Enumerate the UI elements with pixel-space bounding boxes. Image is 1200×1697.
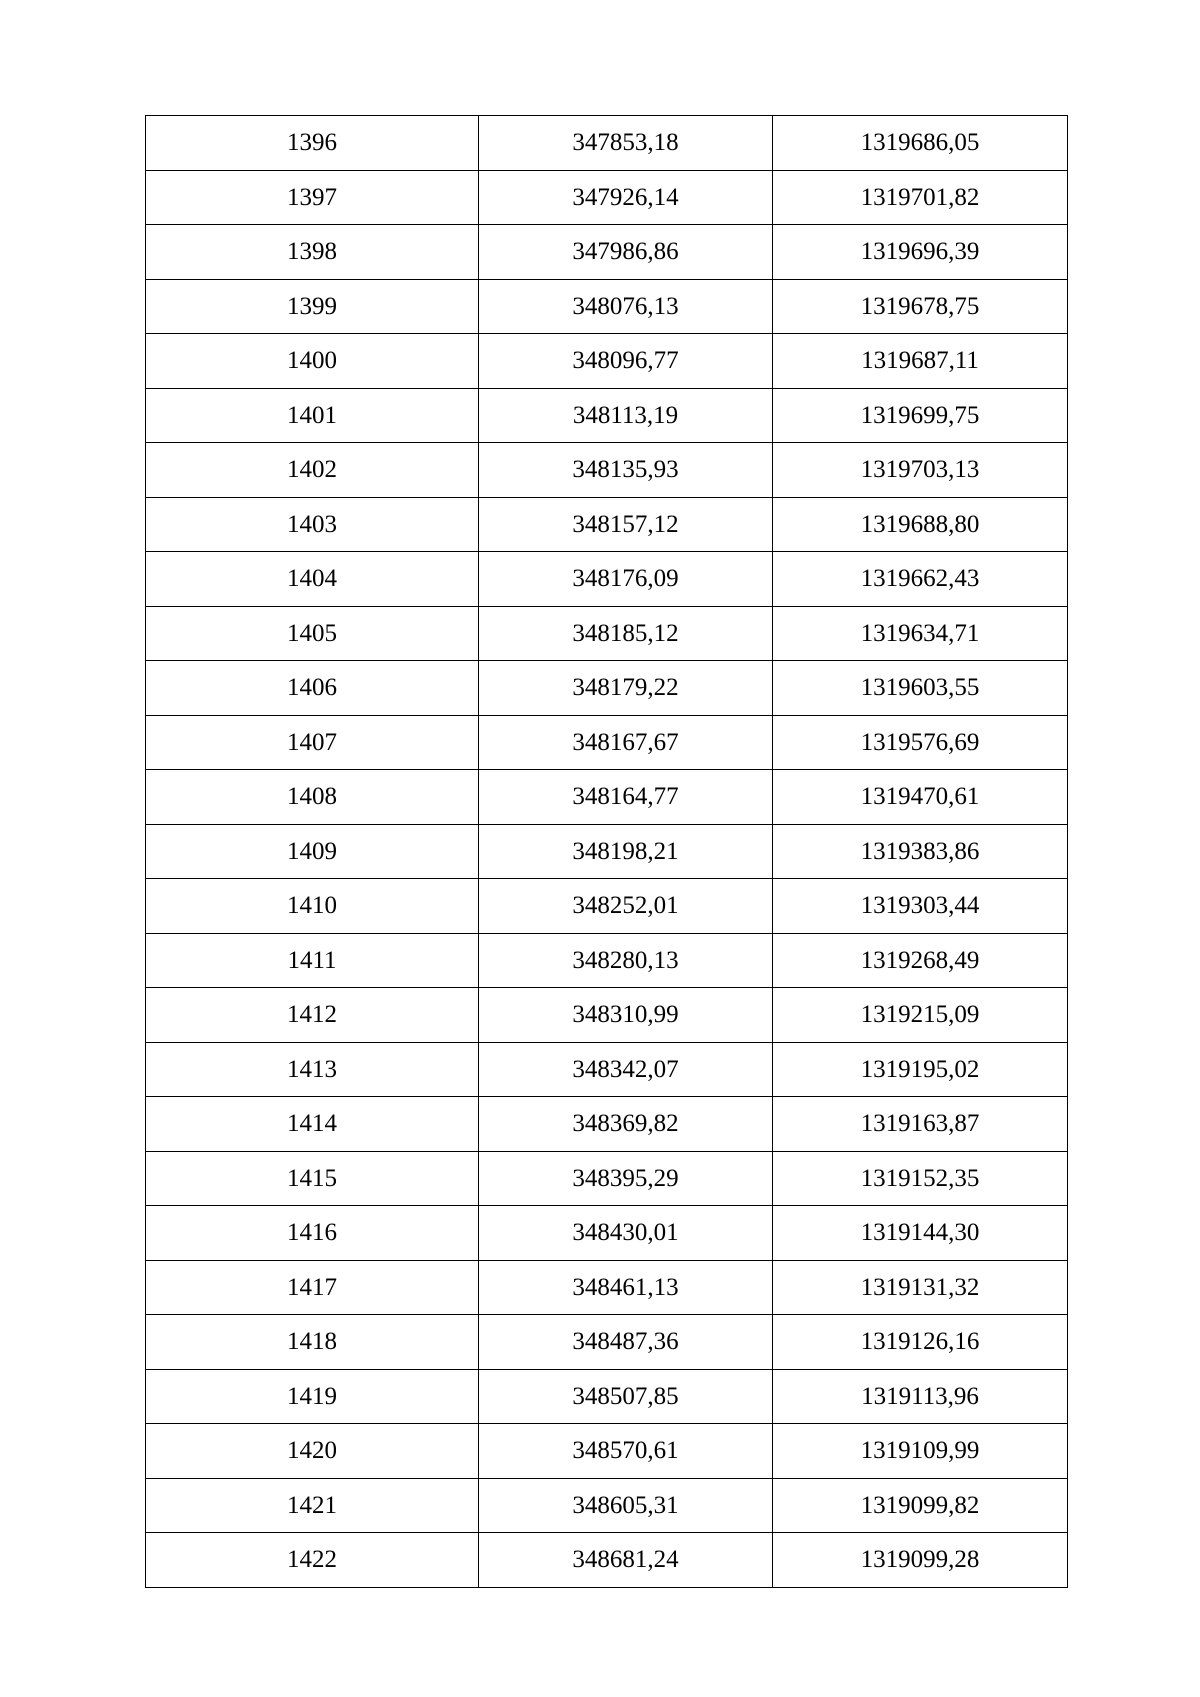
coordinates-table — [145, 115, 1068, 1588]
x-coordinate-cell: 348342,07 — [479, 1042, 773, 1097]
table-row — [146, 1042, 1068, 1097]
table-row — [146, 1151, 1068, 1206]
point-number-cell: 1418 — [146, 1315, 479, 1370]
x-coordinate-cell: 348185,12 — [479, 606, 773, 661]
y-coordinate-cell: 1319634,71 — [773, 606, 1068, 661]
y-coordinate-cell: 1319113,96 — [773, 1369, 1068, 1424]
table-row — [146, 334, 1068, 389]
x-coordinate-cell: 348487,36 — [479, 1315, 773, 1370]
point-number-cell: 1404 — [146, 552, 479, 607]
table-row — [146, 933, 1068, 988]
table-row — [146, 988, 1068, 1043]
point-number-cell: 1413 — [146, 1042, 479, 1097]
y-coordinate-cell: 1319268,49 — [773, 933, 1068, 988]
y-coordinate-cell: 1319152,35 — [773, 1151, 1068, 1206]
x-coordinate-cell: 348096,77 — [479, 334, 773, 389]
y-coordinate-cell: 1319195,02 — [773, 1042, 1068, 1097]
y-coordinate-cell: 1319603,55 — [773, 661, 1068, 716]
point-number-cell: 1407 — [146, 715, 479, 770]
table-row — [146, 279, 1068, 334]
y-coordinate-cell: 1319662,43 — [773, 552, 1068, 607]
point-number-cell: 1408 — [146, 770, 479, 825]
x-coordinate-cell: 347986,86 — [479, 225, 773, 280]
x-coordinate-cell: 348176,09 — [479, 552, 773, 607]
y-coordinate-cell: 1319109,99 — [773, 1424, 1068, 1479]
point-number-cell: 1400 — [146, 334, 479, 389]
coordinates-table-body — [146, 116, 1068, 1588]
y-coordinate-cell: 1319126,16 — [773, 1315, 1068, 1370]
y-coordinate-cell: 1319215,09 — [773, 988, 1068, 1043]
x-coordinate-cell: 348164,77 — [479, 770, 773, 825]
point-number-cell: 1403 — [146, 497, 479, 552]
x-coordinate-cell: 348076,13 — [479, 279, 773, 334]
table-row — [146, 497, 1068, 552]
x-coordinate-cell: 348461,13 — [479, 1260, 773, 1315]
table-row — [146, 1206, 1068, 1261]
x-coordinate-cell: 347853,18 — [479, 116, 773, 171]
point-number-cell: 1397 — [146, 170, 479, 225]
point-number-cell: 1412 — [146, 988, 479, 1043]
x-coordinate-cell: 348135,93 — [479, 443, 773, 498]
table-row — [146, 824, 1068, 879]
y-coordinate-cell: 1319699,75 — [773, 388, 1068, 443]
table-row — [146, 879, 1068, 934]
point-number-cell: 1398 — [146, 225, 479, 280]
y-coordinate-cell: 1319470,61 — [773, 770, 1068, 825]
point-number-cell: 1422 — [146, 1533, 479, 1588]
y-coordinate-cell: 1319383,86 — [773, 824, 1068, 879]
x-coordinate-cell: 348198,21 — [479, 824, 773, 879]
x-coordinate-cell: 348310,99 — [479, 988, 773, 1043]
x-coordinate-cell: 348681,24 — [479, 1533, 773, 1588]
table-row — [146, 770, 1068, 825]
point-number-cell: 1411 — [146, 933, 479, 988]
table-row — [146, 170, 1068, 225]
y-coordinate-cell: 1319687,11 — [773, 334, 1068, 389]
table-row — [146, 1369, 1068, 1424]
table-row — [146, 606, 1068, 661]
y-coordinate-cell: 1319678,75 — [773, 279, 1068, 334]
y-coordinate-cell: 1319688,80 — [773, 497, 1068, 552]
point-number-cell: 1399 — [146, 279, 479, 334]
table-row — [146, 443, 1068, 498]
y-coordinate-cell: 1319131,32 — [773, 1260, 1068, 1315]
x-coordinate-cell: 348430,01 — [479, 1206, 773, 1261]
x-coordinate-cell: 348157,12 — [479, 497, 773, 552]
point-number-cell: 1415 — [146, 1151, 479, 1206]
x-coordinate-cell: 347926,14 — [479, 170, 773, 225]
point-number-cell: 1410 — [146, 879, 479, 934]
point-number-cell: 1405 — [146, 606, 479, 661]
table-row — [146, 1315, 1068, 1370]
x-coordinate-cell: 348395,29 — [479, 1151, 773, 1206]
y-coordinate-cell: 1319144,30 — [773, 1206, 1068, 1261]
x-coordinate-cell: 348252,01 — [479, 879, 773, 934]
y-coordinate-cell: 1319163,87 — [773, 1097, 1068, 1152]
table-row — [146, 661, 1068, 716]
x-coordinate-cell: 348113,19 — [479, 388, 773, 443]
table-row — [146, 1260, 1068, 1315]
table-row — [146, 116, 1068, 171]
table-row — [146, 1533, 1068, 1588]
y-coordinate-cell: 1319099,28 — [773, 1533, 1068, 1588]
y-coordinate-cell: 1319686,05 — [773, 116, 1068, 171]
point-number-cell: 1409 — [146, 824, 479, 879]
y-coordinate-cell: 1319703,13 — [773, 443, 1068, 498]
x-coordinate-cell: 348369,82 — [479, 1097, 773, 1152]
y-coordinate-cell: 1319701,82 — [773, 170, 1068, 225]
table-row — [146, 1097, 1068, 1152]
table-row — [146, 715, 1068, 770]
point-number-cell: 1416 — [146, 1206, 479, 1261]
point-number-cell: 1402 — [146, 443, 479, 498]
table-row — [146, 1424, 1068, 1479]
point-number-cell: 1396 — [146, 116, 479, 171]
point-number-cell: 1414 — [146, 1097, 479, 1152]
y-coordinate-cell: 1319696,39 — [773, 225, 1068, 280]
point-number-cell: 1401 — [146, 388, 479, 443]
y-coordinate-cell: 1319303,44 — [773, 879, 1068, 934]
x-coordinate-cell: 348280,13 — [479, 933, 773, 988]
point-number-cell: 1421 — [146, 1478, 479, 1533]
x-coordinate-cell: 348507,85 — [479, 1369, 773, 1424]
point-number-cell: 1406 — [146, 661, 479, 716]
table-row — [146, 552, 1068, 607]
x-coordinate-cell: 348179,22 — [479, 661, 773, 716]
table-row — [146, 388, 1068, 443]
y-coordinate-cell: 1319099,82 — [773, 1478, 1068, 1533]
x-coordinate-cell: 348570,61 — [479, 1424, 773, 1479]
x-coordinate-cell: 348167,67 — [479, 715, 773, 770]
point-number-cell: 1420 — [146, 1424, 479, 1479]
point-number-cell: 1417 — [146, 1260, 479, 1315]
table-row — [146, 1478, 1068, 1533]
x-coordinate-cell: 348605,31 — [479, 1478, 773, 1533]
point-number-cell: 1419 — [146, 1369, 479, 1424]
y-coordinate-cell: 1319576,69 — [773, 715, 1068, 770]
table-row — [146, 225, 1068, 280]
